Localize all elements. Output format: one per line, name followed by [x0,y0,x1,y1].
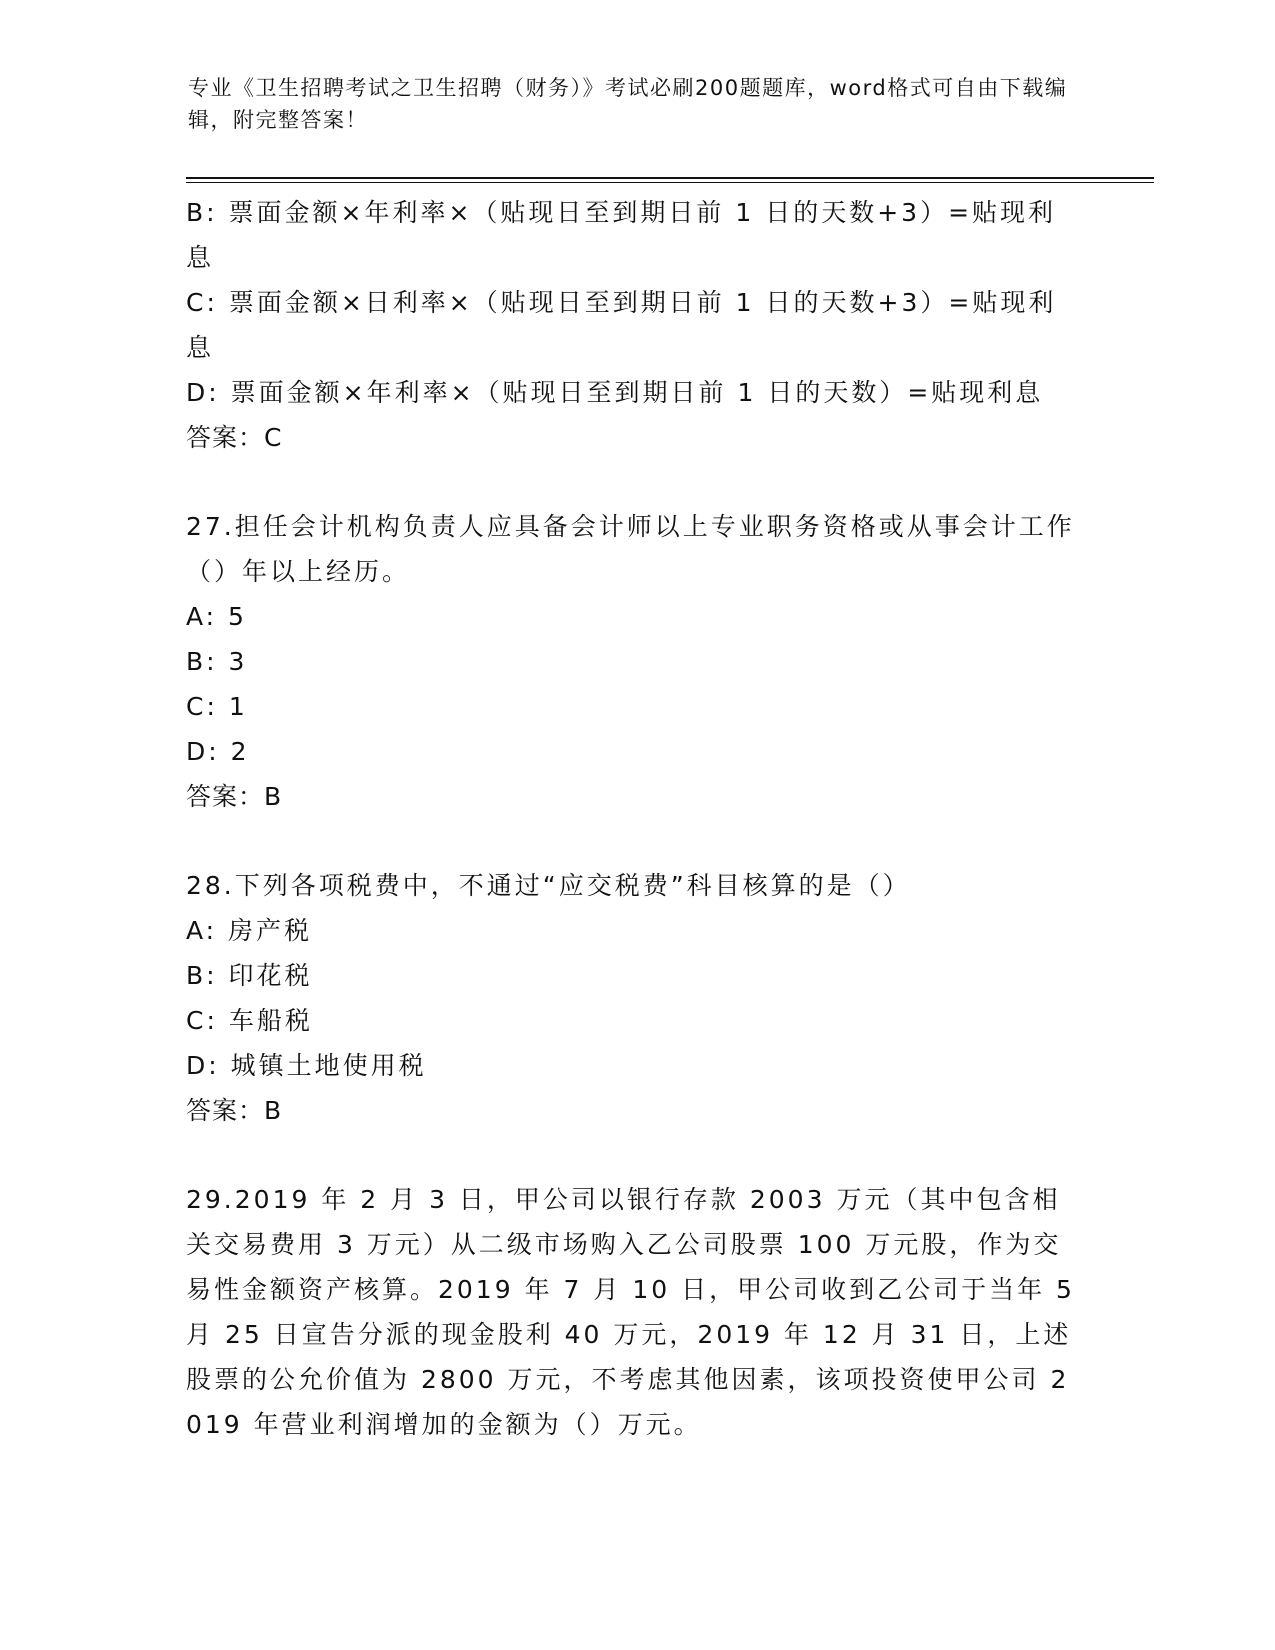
question-28-option-b: B: 印花税 [186,961,313,990]
question-26-block [186,190,1086,460]
question-26-option-d: D: 票面金额×年利率×（贴现日至到期日前 1 日的天数）=贴现利息 [186,378,1044,407]
question-29-block [186,1177,1086,1447]
question-27-text: 27.担任会计机构负责人应具备会计师以上专业职务资格或从事会计工作（）年以上经历。 [186,512,1075,586]
question-27-option-b: B: 3 [186,647,248,676]
question-27-block [186,504,1086,819]
spacer [186,460,1086,504]
spacer [186,819,1086,863]
question-28-text: 28.下列各项税费中，不通过“应交税费”科目核算的是（） [186,871,911,900]
question-26-answer: 答案：C [186,423,283,452]
question-26-option-b: B: 票面金额×年利率×（贴现日至到期日前 1 日的天数+3）=贴现利息 [186,198,1057,272]
question-28-block [186,863,1086,1133]
document-header: 专业《卫生招聘考试之卫生招聘（财务）》考试必刷200题题库，word格式可自由下载编辑，附完整答案！ [188,76,1068,132]
question-26-option-c: C: 票面金额×日利率×（贴现日至到期日前 1 日的天数+3）=贴现利息 [186,288,1057,362]
spacer [186,1133,1086,1177]
question-28-option-c: C: 车船税 [186,1006,313,1035]
question-content [186,190,1086,1447]
question-29-text: 29.2019 年 2 月 3 日，甲公司以银行存款 2003 万元（其中包含相关交易费用 3 万元）从二级市场购入乙公司股票 100 万元股，作为交易性金额资产核算。2019 年 7 月 10 日，甲公司收到乙公司于当年 5 月 25 日宣告分派的现金股利 40 万元，2019 年 12 月 31 日，上述股票的公允价值为 2800 万元，不考虑其他因素，该项投资使甲公司 2019 年营业利润增加的金额为（）万元。 [186,1185,1075,1439]
question-28-option-d: D: 城镇土地使用税 [186,1051,427,1080]
question-27-option-a: A: 5 [186,602,247,631]
question-28-answer: 答案：B [186,1096,283,1125]
header-rule-thick [186,177,1154,179]
header-rule-thin [186,182,1154,183]
question-27-answer: 答案：B [186,782,283,811]
question-27-option-d: D: 2 [186,737,250,766]
question-27-option-c: C: 1 [186,692,248,721]
question-28-option-a: A: 房产税 [186,916,313,945]
